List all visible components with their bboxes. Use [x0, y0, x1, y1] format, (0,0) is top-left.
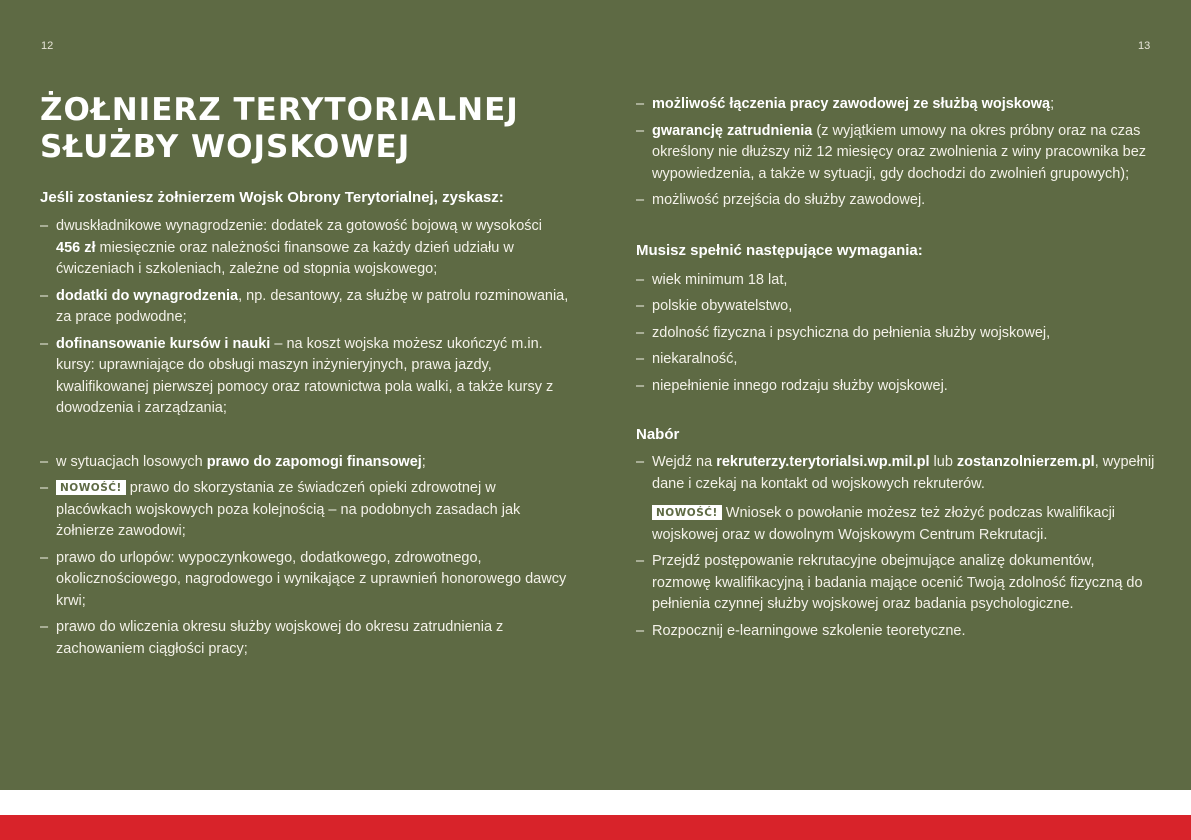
item-text: (z wyjątkiem umowy na okres próbny oraz na czas określony nie dłuższy niż 12 miesięcy oraz zwolnienia z winy pracownika bez wypowiedzenia, a także w sytuacji, gdy dochodzi do zwolnień grupowych);	[652, 122, 1147, 182]
benefits-list-continued	[636, 94, 1156, 212]
list-dash: –	[636, 298, 645, 314]
new-badge: NOWOŚĆ!	[652, 505, 722, 520]
list-dash: –	[40, 480, 49, 496]
list-dash: –	[636, 271, 645, 288]
requirements-heading: Musisz spełnić następujące wymagania:	[636, 241, 923, 259]
list-item	[40, 617, 570, 660]
list-item	[636, 94, 1156, 116]
list-item	[40, 548, 570, 613]
benefits-heading: Jeśli zostaniesz żołnierzem Wojsk Obrony Terytorialnej, zyskasz:	[40, 189, 504, 206]
item-text: , wypełnij dane i czekaj na kontakt od wojskowych rekruterów.	[652, 454, 1155, 492]
title-line-2: SŁUŻBY WOJSKOWEJ	[40, 129, 411, 165]
list-item	[40, 478, 570, 543]
recruitment-link-secondary[interactable]: zostanzolnierzem.pl	[956, 454, 1095, 470]
list-dash: –	[636, 122, 645, 139]
item-bold-text: gwarancję zatrudnienia	[652, 122, 813, 139]
item-text: ;	[1050, 96, 1055, 112]
item-text: polskie obywatelstwo,	[652, 298, 793, 314]
item-text: Rozpocznij e-learningowe szkolenie teoretyczne.	[652, 622, 966, 639]
requirements-list	[636, 270, 1156, 398]
list-dash: –	[636, 377, 645, 394]
item-text: zdolność fizyczna i psychiczna do pełnienia służby wojskowej,	[652, 324, 1051, 341]
recruitment-link-primary[interactable]: rekruterzy.terytorialsi.wp.mil.pl	[716, 454, 930, 470]
page-number-right: 13	[1138, 40, 1151, 52]
item-text: miesięcznie oraz należności finansowe za każdy dzień udziału w ćwiczeniach i szkoleniach, zależne od stopnia wojskowego;	[56, 239, 514, 277]
title-line-1: ŻOŁNIERZ TERYTORIALNEJ	[40, 92, 519, 128]
left-column	[40, 187, 570, 660]
item-text: ;	[421, 453, 426, 470]
footer-red-stripe	[0, 815, 1191, 840]
list-item	[636, 190, 1156, 212]
list-item	[636, 621, 1156, 643]
item-text: prawo do skorzystania ze świadczeń opieki zdrowotnej w placówkach wojskowych poza kolejnością – na podobnych zasadach jak żołnierze zawodowi;	[56, 480, 521, 539]
list-dash: –	[40, 453, 49, 470]
list-dash: –	[40, 287, 49, 304]
benefits-list	[40, 216, 570, 660]
page-title	[40, 92, 560, 166]
list-dash: –	[40, 218, 49, 234]
list-dash: –	[636, 324, 645, 341]
item-bold-text: dodatki do wynagrodzenia	[56, 287, 239, 304]
item-text: możliwość przejścia do służby zawodowej.	[652, 192, 926, 208]
note-text: Wniosek o powołanie możesz też złożyć podczas kwalifikacji wojskowej oraz w dowolnym Wojskowym Centrum Rekrutacji.	[652, 505, 1116, 543]
item-text: niepełnienie innego rodzaju służby wojskowej.	[652, 377, 948, 394]
list-item	[40, 286, 570, 329]
item-text: Wejdź na	[652, 454, 717, 470]
item-text: lub	[929, 454, 957, 470]
list-dash: –	[40, 335, 49, 352]
list-dash: –	[40, 549, 49, 566]
item-text: w sytuacjach losowych	[56, 453, 207, 470]
list-dash: –	[636, 454, 645, 470]
list-item	[636, 270, 1156, 292]
list-item	[636, 376, 1156, 398]
item-bold-text: dofinansowanie kursów i nauki	[56, 335, 271, 352]
list-item	[636, 121, 1156, 186]
list-item	[40, 334, 570, 420]
item-text: dwuskładnikowe wynagrodzenie: dodatek za gotowość bojową w wysokości	[56, 218, 543, 234]
list-dash: –	[636, 192, 645, 208]
list-item	[636, 296, 1156, 318]
list-dash: –	[40, 619, 49, 635]
list-item	[636, 551, 1156, 616]
page-number-left: 12	[41, 40, 54, 52]
item-bold-text: prawo do zapomogi finansowej	[206, 453, 422, 470]
list-dash: –	[636, 96, 645, 112]
item-text: prawo do wliczenia okresu służby wojskowej do okresu zatrudnienia z zachowaniem ciągłości pracy;	[56, 619, 504, 657]
footer-white-stripe	[0, 790, 1191, 815]
list-item	[636, 349, 1156, 371]
right-column	[636, 94, 1156, 642]
recruitment-heading: Nabór	[636, 426, 680, 443]
item-text: prawo do urlopów: wypoczynkowego, dodatkowego, zdrowotnego, okolicznościowego, nagrodowego i wynikające z uprawnień honorowego dawcy krwi;	[56, 549, 567, 609]
list-item	[636, 452, 1156, 546]
list-dash: –	[636, 622, 645, 639]
item-bold-text: 456 zł	[56, 239, 96, 256]
new-note	[652, 503, 1156, 546]
recruitment-steps	[636, 452, 1156, 642]
item-text: Przejdź postępowanie rekrutacyjne obejmujące analizę dokumentów, rozmowę kwalifikacyjną i badania mające ocenić Twoją zdolność fizyczną do pełnienia czynnej służby wojskowej oraz badania psychologiczne.	[652, 553, 1143, 612]
item-text: – na koszt wojska możesz ukończyć m.in. kursy: uprawniające do obsługi maszyn inżynieryjnych, prawa jazdy, kwalifikowanej pierwszej pomocy oraz ratownictwa pola walki, a także kursy z dowodzenia i zarządzania;	[56, 335, 554, 416]
item-bold-text: możliwość łączenia pracy zawodowej ze służbą wojskową	[652, 96, 1051, 112]
list-item	[40, 452, 570, 474]
list-dash: –	[636, 351, 645, 367]
item-text: niekaralność,	[652, 351, 738, 367]
item-text: wiek minimum 18 lat,	[652, 271, 788, 288]
list-item	[40, 216, 570, 281]
new-badge: NOWOŚĆ!	[56, 480, 126, 495]
list-item	[636, 323, 1156, 345]
item-text: , np. desantowy, za służbę w patrolu rozminowania, za prace podwodne;	[56, 287, 569, 325]
list-dash: –	[636, 553, 645, 569]
